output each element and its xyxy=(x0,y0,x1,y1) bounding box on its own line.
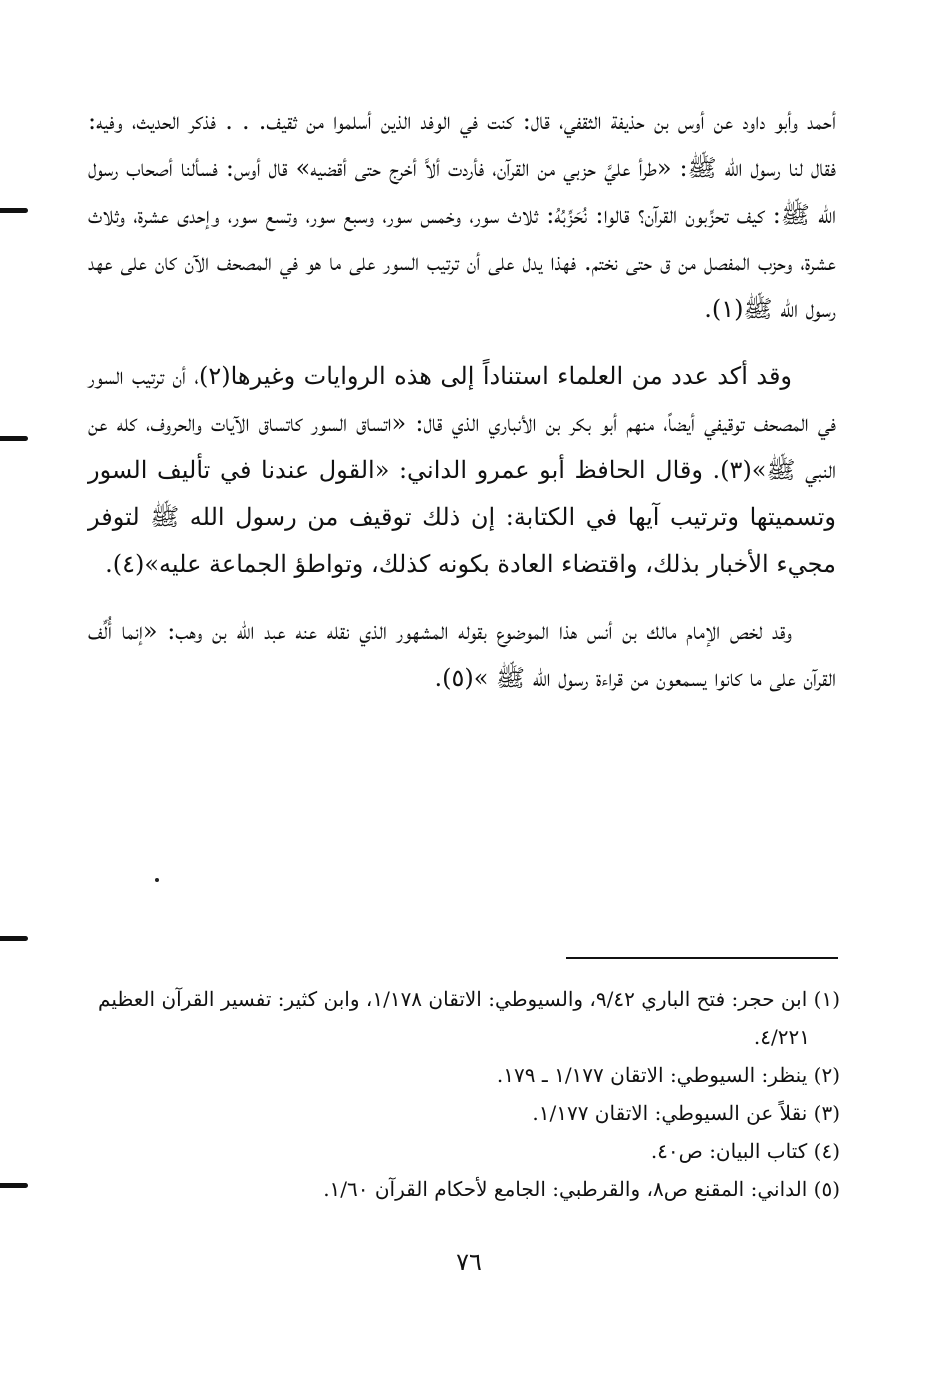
page-edge-mark xyxy=(0,436,28,441)
footnote: (٢) ينظر: السيوطي: الاتقان ١/١٧٧ ـ ١٧٩. xyxy=(496,1063,840,1087)
footnote-separator xyxy=(566,957,838,959)
footnote: (٤) كتاب البيان: ص٤٠. xyxy=(650,1139,840,1163)
footnote: (٥) الداني: المقنع ص٨، والقرطبي: الجامع لأحكام القرآن ١/٦٠. xyxy=(323,1177,840,1201)
page-edge-mark xyxy=(0,1183,28,1188)
page-edge-mark xyxy=(0,936,28,941)
paragraph: أحمد وأبو داود عن أوس بن حذيفة الثقفي، قال: كنت في الوفد الذين أسلموا من ثقيف. . . فذكر الحديث، وفيه: فقال لنا رسول الله ﷺ: «طرأ عليَّ حزبي من القرآن، فأردت ألاَّ أخرج حتى أقضيه» قال أوس: فسألنا أصحاب رسول الله ﷺ: كيف تحزِّبون القرآن؟ قالوا: نُحَزِّبُهُ: ثلاث سور، وخمس سور، وسبع سور، وتسع سور، وإحدى عشرة، وثلاث عشرة، وحزب المفصل من ق حتى نختم. فهذا يدل على أن ترتيب السور على ما هو في المصحف الآن كان على عهد رسول الله ﷺ(١). xyxy=(88,107,836,323)
footnotes xyxy=(88,980,840,1208)
paragraph: وقد أكد عدد من العلماء استناداً إلى هذه الروايات وغيرها(٢)، أن ترتيب السور في المصحف توقيفي أيضاً، منهم أبو بكر بن الأنباري الذي قال: «اتساق السور كاتساق الآيات والحروف، كله عن النبي ﷺ»(٣). وقال الحافظ أبو عمرو الداني: «القول عندنا في تأليف السور وتسميتها وترتيب آيها في الكتابة: إن ذلك توقيف من رسول الله ﷺ لتوفر مجيء الأخبار بذلك، واقتضاء العادة بكونه كذلك، وتواطؤ الجماعة عليه»(٤). xyxy=(88,362,837,578)
page-edge-mark xyxy=(0,208,28,213)
footnote: (١) ابن حجر: فتح الباري ٩/٤٢، والسيوطي: الاتقان ١/١٧٨، وابن كثير: تفسير القرآن العظيم ٤/٢٢١. xyxy=(98,987,840,1049)
footnote: (٣) نقلاً عن السيوطي: الاتقان ١/١٧٧. xyxy=(532,1101,840,1125)
body-text xyxy=(88,98,836,722)
page-number: ٧٦ xyxy=(456,1248,482,1276)
stray-dot xyxy=(155,878,159,882)
paragraph: وقد لخص الإمام مالك بن أنس هذا الموضوع بقوله المشهور الذي نقله عنه عبد الله بن وهب: «إنما أُلِّف القرآن على ما كانوا يسمعون من قراءة رسول الله ﷺ »(٥). xyxy=(88,617,836,692)
